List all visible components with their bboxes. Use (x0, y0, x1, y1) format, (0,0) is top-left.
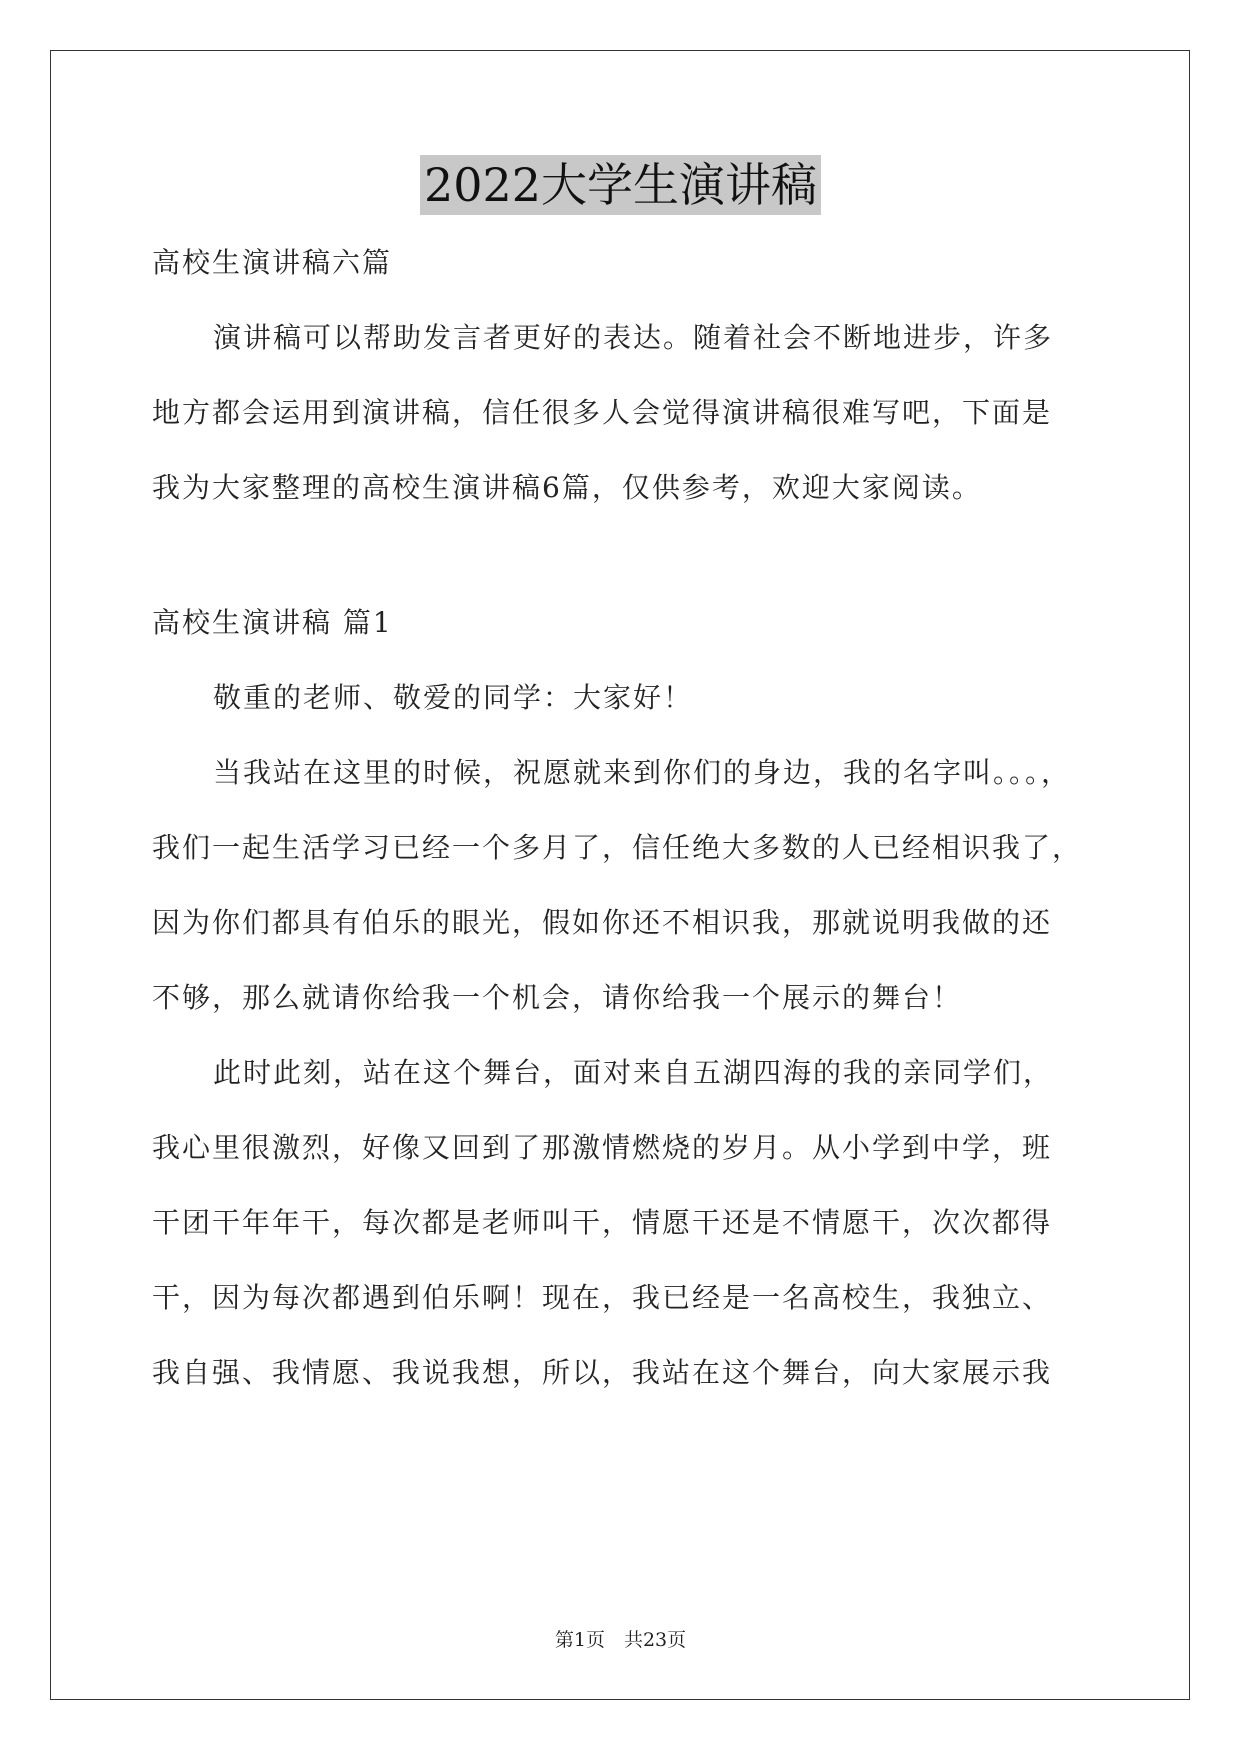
paragraph-line: 我们一起生活学习已经一个多月了，信任绝大多数的人已经相识我了， (152, 831, 1083, 864)
intro-line: 地方都会运用到演讲稿，信任很多人会觉得演讲稿很难写吧，下面是 (152, 396, 1053, 429)
section-heading: 高校生演讲稿 篇1 (152, 606, 393, 639)
paragraph-line: 我自强、我情愿、我说我想，所以，我站在这个舞台，向大家展示我 (152, 1356, 1053, 1389)
document-subtitle: 高校生演讲稿六篇 (152, 246, 393, 279)
page-border (50, 50, 1190, 1700)
paragraph-line: 不够，那么就请你给我一个机会，请你给我一个展示的舞台！ (152, 981, 963, 1014)
paragraph-line: 因为你们都具有伯乐的眼光，假如你还不相识我，那就说明我做的还 (152, 906, 1053, 939)
title-container (0, 155, 1241, 215)
greeting-line: 敬重的老师、敬爱的同学：大家好！ (213, 681, 694, 714)
intro-line: 演讲稿可以帮助发言者更好的表达。随着社会不断地进步，许多 (213, 321, 1054, 354)
intro-line: 我为大家整理的高校生演讲稿6篇，仅供参考，欢迎大家阅读。 (152, 471, 982, 504)
paragraph-line: 此时此刻，站在这个舞台，面对来自五湖四海的我的亲同学们， (213, 1056, 1054, 1089)
page-number: 第1页 共23页 (554, 1629, 687, 1651)
document-title: 2022大学生演讲稿 (420, 155, 821, 215)
paragraph-line: 干，因为每次都遇到伯乐啊！现在，我已经是一名高校生，我独立、 (152, 1281, 1053, 1314)
paragraph-line: 干团干年年干，每次都是老师叫干，情愿干还是不情愿干，次次都得 (152, 1206, 1053, 1239)
paragraph-line: 我心里很激烈，好像又回到了那激情燃烧的岁月。从小学到中学，班 (152, 1131, 1053, 1164)
paragraph-line: 当我站在这里的时候，祝愿就来到你们的身边，我的名字叫。。。， (213, 756, 1072, 789)
